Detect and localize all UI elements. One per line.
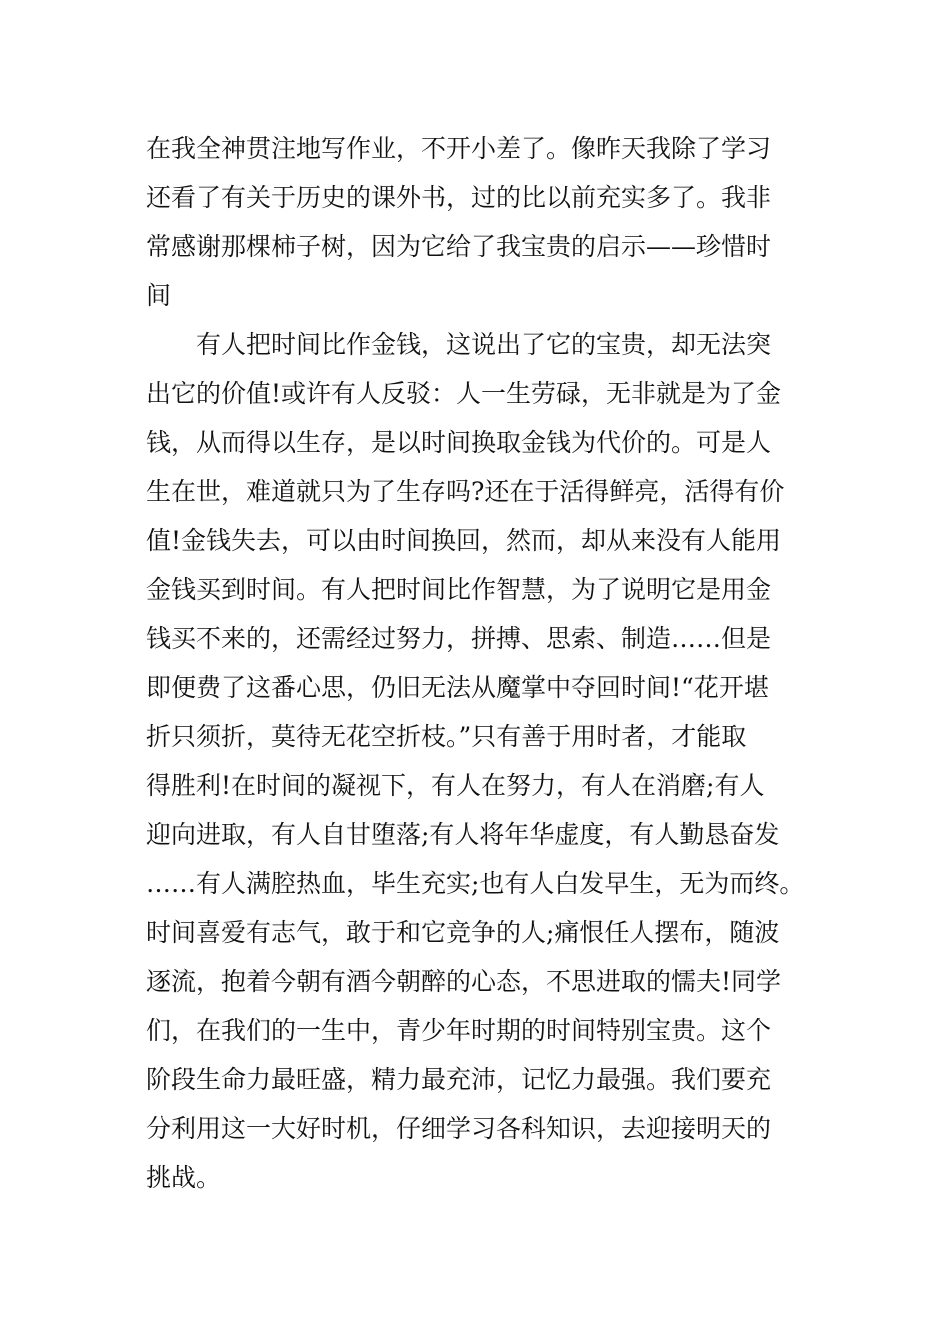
text-line: 金钱买到时间。有人把时间比作智慧，为了说明它是用金: [146, 575, 772, 604]
text-line: 折只须折，莫待无花空折枝。”只有善于用时者，才能取: [146, 722, 747, 751]
text-line: 得胜利!在时间的凝视下，有人在努力，有人在消磨;有人: [146, 771, 765, 800]
text-line: 迎向进取，有人自甘堕落;有人将年华虚度，有人勤恳奋发: [146, 820, 780, 849]
text-line: 分利用这一大好时机，仔细学习各科知识，去迎接明天的: [146, 1114, 772, 1143]
text-line: 生在世，难道就只为了生存吗?还在于活得鲜亮，活得有价: [146, 477, 785, 506]
text-line: 出它的价值!或许有人反驳：人一生劳碌，无非就是为了金: [146, 379, 782, 408]
text-line: 即便费了这番心思，仍旧无法从魔掌中夺回时间!“花开堪: [146, 673, 769, 702]
text-line: 阶段生命力最旺盛，精力最充沛，记忆力最强。我们要充: [146, 1065, 772, 1094]
text-line: 们，在我们的一生中，青少年时期的时间特别宝贵。这个: [146, 1016, 772, 1045]
text-line: 常感谢那棵柿子树，因为它给了我宝贵的启示——珍惜时: [146, 232, 772, 261]
text-line: 钱，从而得以生存，是以时间换取金钱为代价的。可是人: [146, 428, 772, 457]
text-line: 时间喜爱有志气，敢于和它竞争的人;痛恨任人摆布，随波: [146, 918, 780, 947]
body-text: [146, 124, 826, 1202]
text-line: 钱买不来的，还需经过努力，拼搏、思索、制造……但是: [146, 624, 772, 653]
text-line: 逐流，抱着今朝有酒今朝醉的心态，不思进取的懦夫!同学: [146, 967, 782, 996]
text-line: 挑战。: [146, 1163, 222, 1192]
text-line: 间: [146, 281, 172, 310]
text-line: ……有人满腔热血，毕生充实;也有人白发早生，无为而终。: [146, 869, 805, 898]
text-line: 还看了有关于历史的课外书，过的比以前充实多了。我非: [146, 183, 772, 212]
text-line: 有人把时间比作金钱，这说出了它的宝贵，却无法突: [146, 330, 772, 359]
text-line: 值!金钱失去，可以由时间换回，然而，却从来没有人能用: [146, 526, 782, 555]
text-line: 在我全神贯注地写作业，不开小差了。像昨天我除了学习: [146, 134, 772, 163]
